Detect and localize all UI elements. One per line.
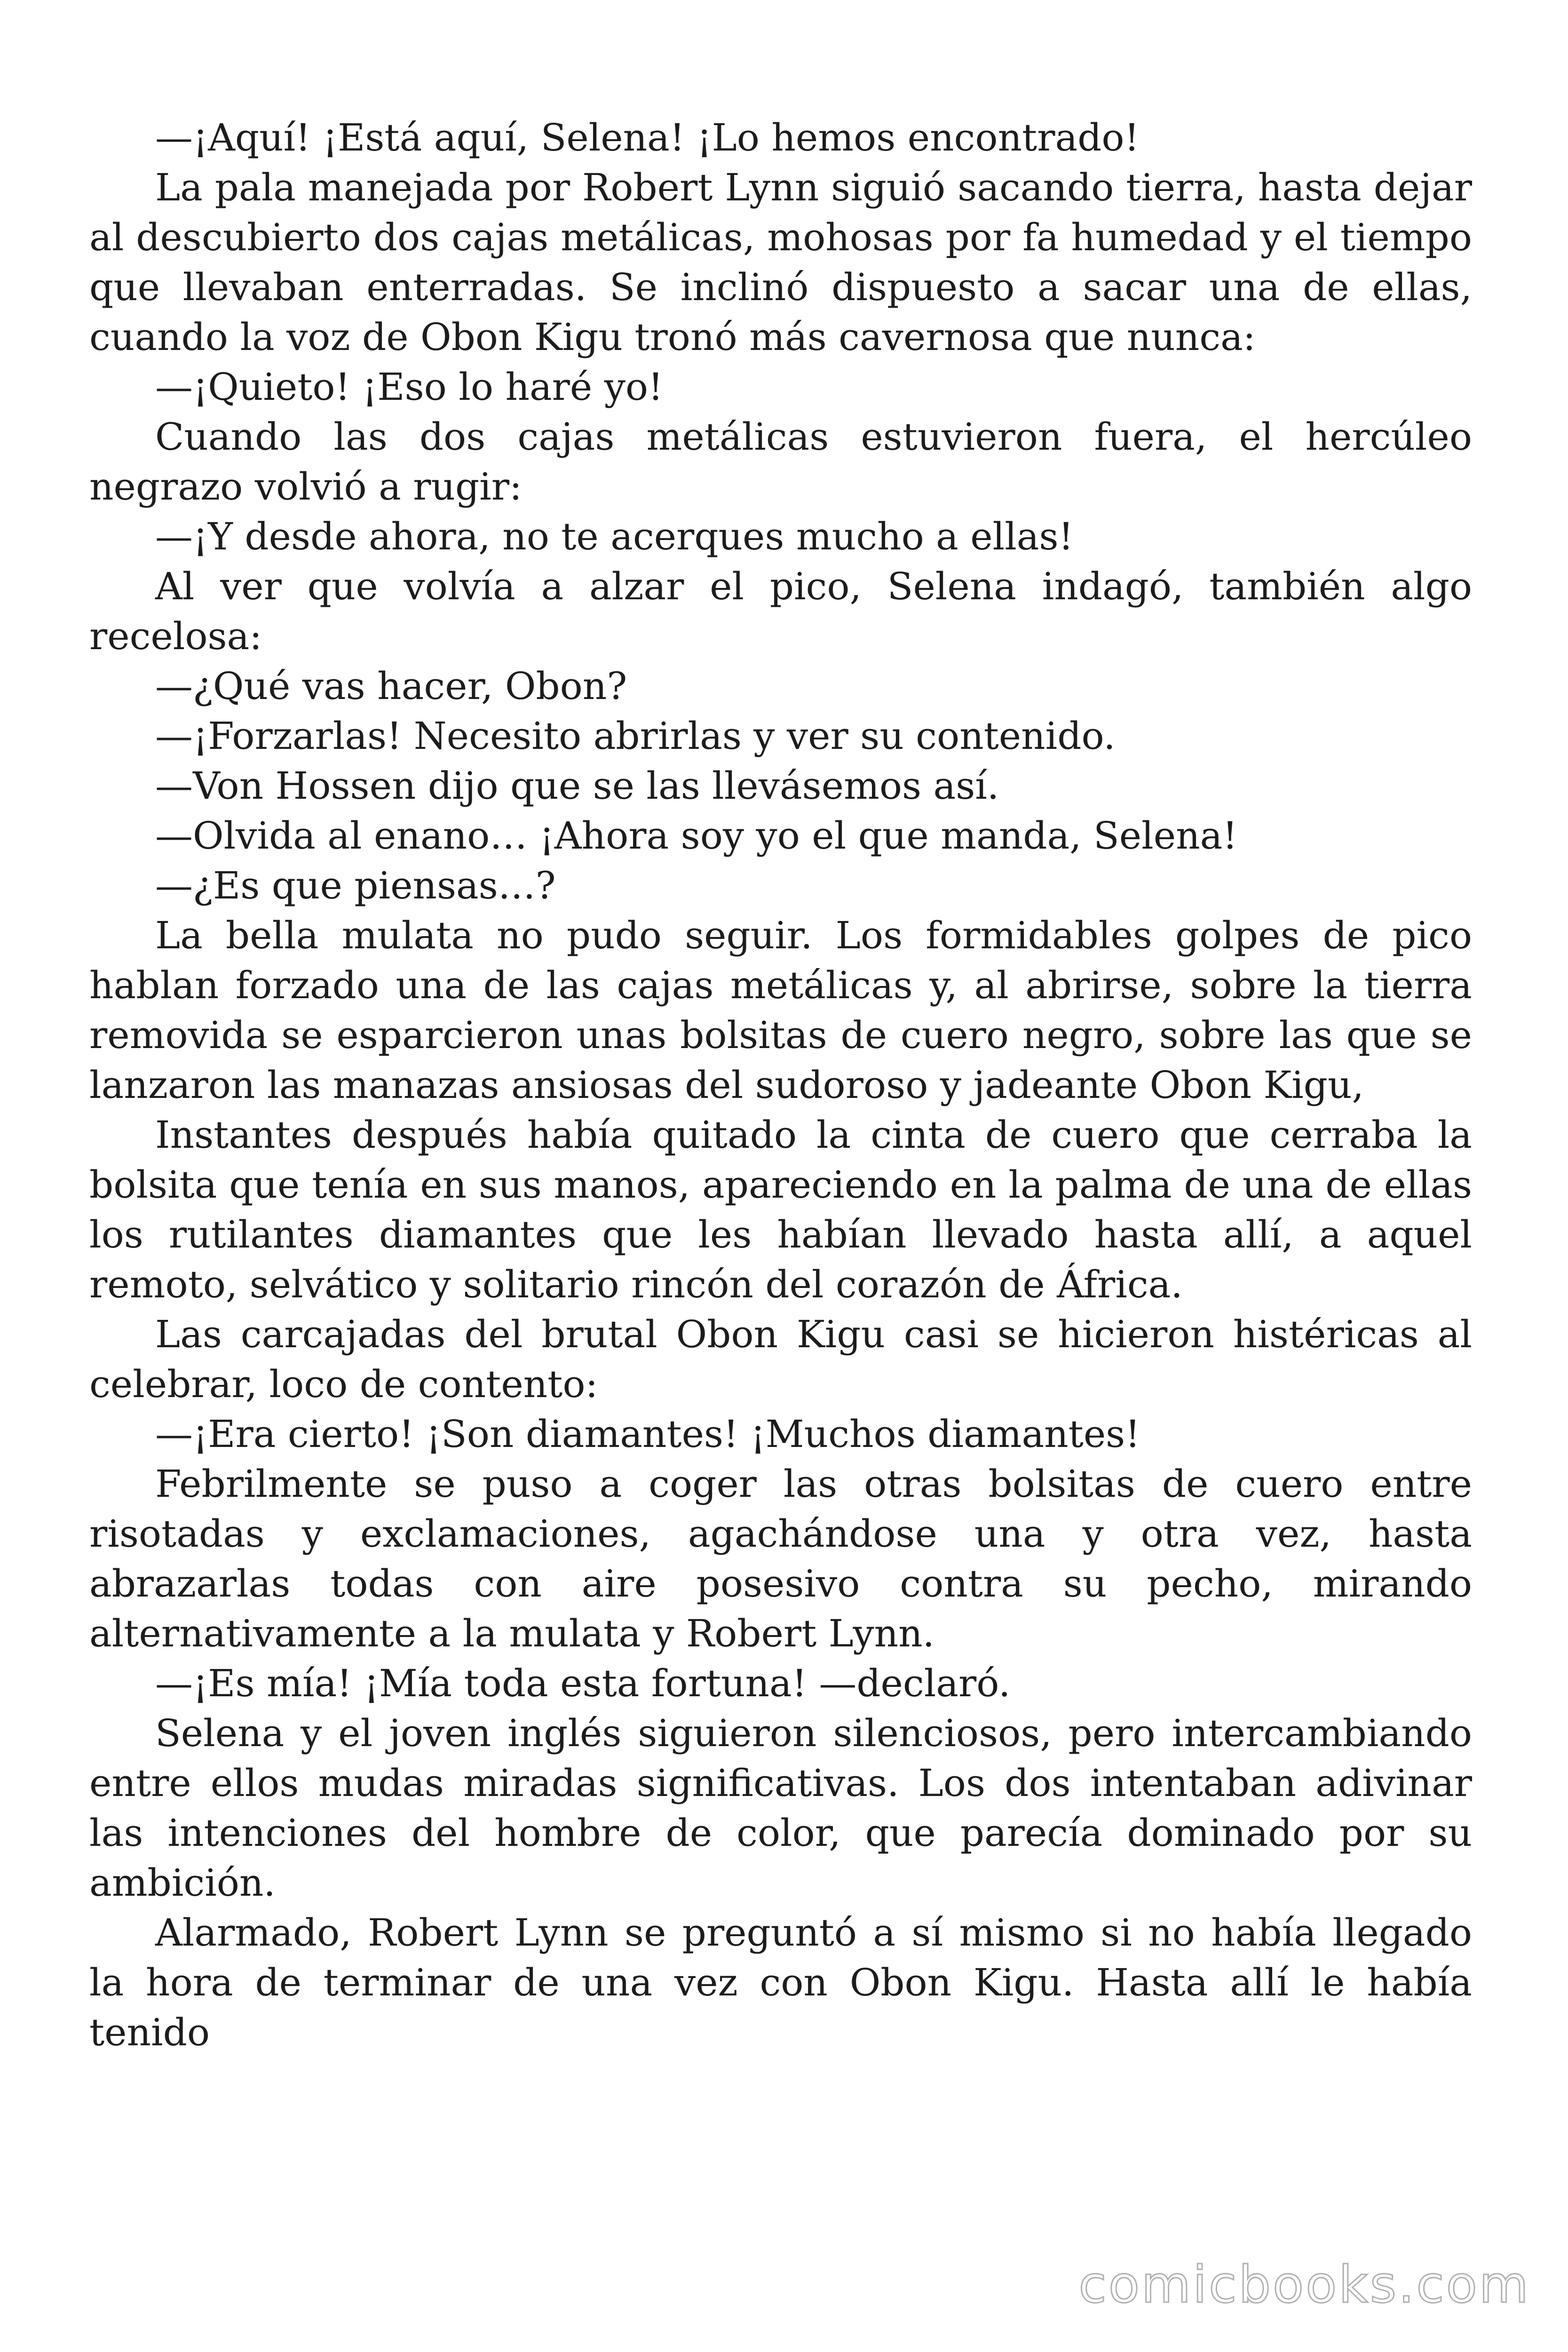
paragraph-5: —¡Y desde ahora, no te acerques mucho a ellas! xyxy=(155,515,1074,558)
paragraph-2: La pala manejada por Robert Lynn siguió sacando tierra, hasta dejar al descubierto dos cajas metálicas, mohosas por fa humedad y el tiempo que llevaban enterradas. Se inclinó dispuesto a sacar una de ellas, cuando la voz de Obon Kigu tronó más cavernosa que nunca: xyxy=(89,166,1472,359)
paragraph-4: Cuando las dos cajas metálicas estuvieron fuera, el hercúleo negrazo volvió a rugir: xyxy=(89,415,1472,509)
paragraph-18: Selena y el joven inglés siguieron silenciosos, pero intercambiando entre ellos mudas miradas significativas. Los dos intentaban adivinar las intenciones del hombre de color, que parecía dominado por su ambición. xyxy=(89,1711,1472,1905)
book-page xyxy=(89,113,1472,2058)
paragraph-11: —¿Es que piensas…? xyxy=(155,864,556,907)
paragraph-12: La bella mulata no pudo seguir. Los formidables golpes de pico hablan forzado una de las cajas metálicas y, al abrirse, sobre la tierra removida se esparcieron unas bolsitas de cuero negro, sobre las que se lanzaron las manazas ansiosas del sudoroso y jadeante Obon Kigu, xyxy=(89,914,1472,1107)
paragraph-10: —Olvida al enano… ¡Ahora soy yo el que manda, Selena! xyxy=(155,814,1238,858)
paragraph-8: —¡Forzarlas! Necesito abrirlas y ver su contenido. xyxy=(155,714,1116,758)
paragraph-3: —¡Quieto! ¡Eso lo haré yo! xyxy=(155,365,664,409)
watermark: comicbooks.com xyxy=(1078,2256,1530,2314)
paragraph-7: —¿Qué vas hacer, Obon? xyxy=(155,664,627,708)
paragraph-14: Las carcajadas del brutal Obon Kigu casi se hicieron histéricas al celebrar, loco de contento: xyxy=(89,1312,1472,1406)
paragraph-15: —¡Era cierto! ¡Son diamantes! ¡Muchos diamantes! xyxy=(155,1412,1140,1456)
paragraph-19: Alarmado, Robert Lynn se preguntó a sí mismo si no había llegado la hora de terminar de una vez con Obon Kigu. Hasta allí le había tenido xyxy=(89,1911,1472,2054)
paragraph-13: Instantes después había quitado la cinta de cuero que cerraba la bolsita que tenía en sus manos, apareciendo en la palma de una de ellas los rutilantes diamantes que les habían llevado hasta allí, a aquel remoto, selvático y solitario rincón del corazón de África. xyxy=(89,1113,1472,1306)
paragraph-6: Al ver que volvía a alzar el pico, Selena indagó, también algo recelosa: xyxy=(89,564,1472,658)
paragraph-1: —¡Aquí! ¡Está aquí, Selena! ¡Lo hemos encontrado! xyxy=(155,116,1140,159)
paragraph-9: —Von Hossen dijo que se las llevásemos así. xyxy=(155,764,999,808)
paragraph-17: —¡Es mía! ¡Mía toda esta fortuna! —declaró. xyxy=(155,1661,1011,1705)
paragraph-16: Febrilmente se puso a coger las otras bolsitas de cuero entre risotadas y exclamaciones, agachándose una y otra vez, hasta abrazarlas todas con aire posesivo contra su pecho, mirando alternativamente a la mulata y Robert Lynn. xyxy=(89,1462,1472,1655)
